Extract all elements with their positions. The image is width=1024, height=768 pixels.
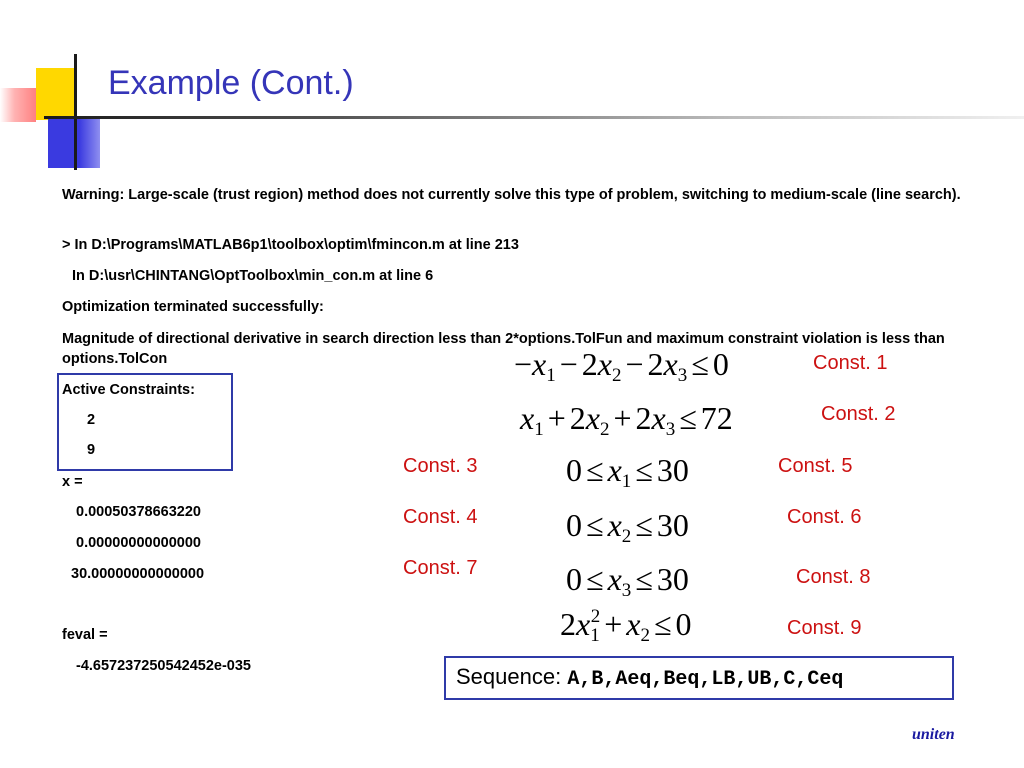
header-red-bar bbox=[0, 88, 36, 122]
status-text: Optimization terminated successfully: bbox=[62, 299, 324, 315]
label-const-5: Const. 5 bbox=[778, 455, 853, 477]
trace-line-1: > In D:\Programs\MATLAB6p1\toolbox\optim\fmincon.m at line 213 bbox=[62, 237, 519, 253]
label-const-4: Const. 4 bbox=[403, 506, 478, 528]
x-value: 0.00000000000000 bbox=[76, 535, 201, 551]
sequence-value: A,B,Aeq,Beq,LB,UB,C,Ceq bbox=[567, 668, 844, 691]
x-value: 30.00000000000000 bbox=[71, 566, 205, 582]
equation-bound-x3: $0 \le x_3 \le 30$ bbox=[566, 561, 689, 601]
warning-text: Warning: Large-scale (trust region) method does not currently solve this type of problem, switching to medium-scale (line search). bbox=[62, 187, 961, 203]
feval-label: feval = bbox=[62, 627, 108, 643]
header-vertical-line bbox=[74, 54, 77, 170]
x-value: 0.00050378663220 bbox=[76, 504, 201, 520]
sequence-box bbox=[444, 656, 954, 700]
trace-line-2: In D:\usr\CHINTANG\OptToolbox\min_con.m at line 6 bbox=[72, 268, 434, 284]
magnitude-text: Magnitude of directional derivative in search direction less than 2*options.TolFun and maximum constraint violation is less than options.TolCon bbox=[62, 331, 945, 367]
active-constraints-box bbox=[57, 373, 233, 471]
x-label: x = bbox=[62, 474, 83, 490]
equation-bound-x2: $0 \le x_2 \le 30$ bbox=[566, 507, 689, 547]
label-const-3: Const. 3 bbox=[403, 455, 478, 477]
slide-title: Example (Cont.) bbox=[108, 64, 354, 102]
header-yellow-square bbox=[36, 68, 76, 120]
active-constraint-value: 9 bbox=[87, 442, 96, 458]
footer-logo-text: uniten bbox=[912, 726, 955, 743]
label-const-6: Const. 6 bbox=[787, 506, 862, 528]
active-constraint-value: 2 bbox=[87, 412, 96, 428]
label-const-7: Const. 7 bbox=[403, 557, 478, 579]
equation-const-2: $x_1 + 2x_2 + 2x_3 \le 72$ bbox=[520, 400, 733, 440]
label-const-8: Const. 8 bbox=[796, 566, 871, 588]
feval-value: -4.657237250542452e-035 bbox=[76, 658, 251, 674]
active-constraints-label: Active Constraints: bbox=[62, 382, 195, 398]
equation-const-9: $2x_1^2 + x_2 \le 0$ bbox=[560, 606, 692, 646]
label-const-2: Const. 2 bbox=[821, 403, 896, 425]
equation-bound-x1: $0 \le x_1 \le 30$ bbox=[566, 452, 689, 492]
sequence-label: Sequence: bbox=[456, 664, 562, 689]
equation-const-1: $-x_1 - 2x_2 - 2x_3 \le 0$ bbox=[514, 346, 729, 386]
label-const-9: Const. 9 bbox=[787, 617, 862, 639]
label-const-1: Const. 1 bbox=[813, 352, 888, 374]
sequence-line bbox=[456, 664, 843, 691]
header-horizontal-line bbox=[44, 116, 1024, 119]
